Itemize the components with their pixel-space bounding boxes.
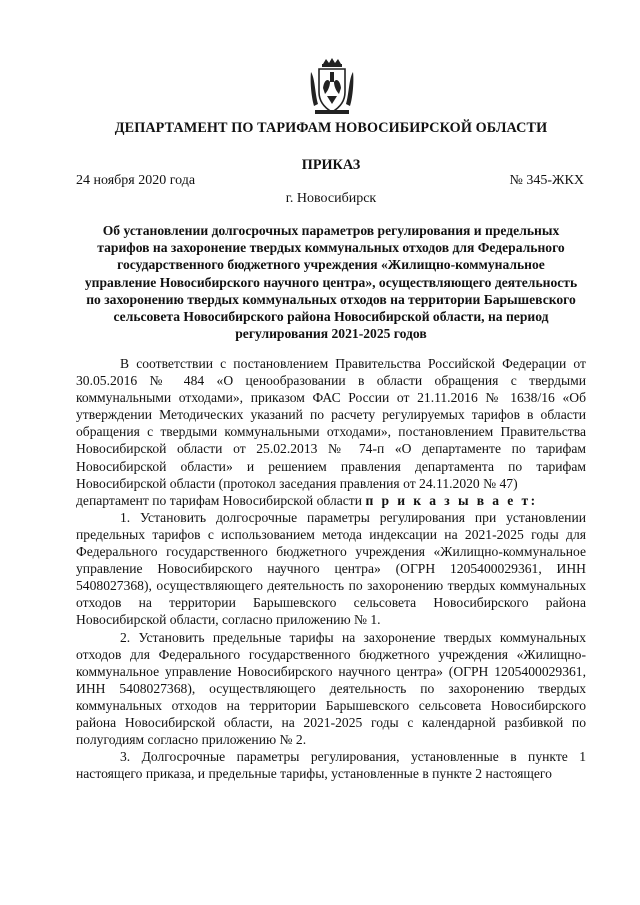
document-type: ПРИКАЗ — [301, 157, 361, 173]
order-body — [76, 355, 586, 782]
department-line: департамент по тарифам Новосибирской области — [76, 492, 363, 508]
preamble-paragraph: В соответствии с постановлением Правительства Российской Федерации от 30.05.2016 № 484 «О ценообразовании в области обращения с твердыми коммунальными отходами», приказом ФАС России от 21.11.2016 № 1638/16 «Об утверждении Методических указаний по расчету регулируемых тарифов в области обращения с твердыми коммунальными отходами», постановлением Правительства Новосибирской области от 25.02.2013 № 74-п «О департаменте по тарифам Новосибирской области» и решением правления департамента по тарифам Новосибирской области (протокол заседания правления от 24.11.2020 № 47) — [76, 356, 586, 491]
order-item-2: 2. Установить предельные тарифы на захоронение твердых коммунальных отходов для Федерального государственного бюджетного учреждения «Жилищно-коммунальное управление Новосибирского научного центра» (ОГРН 1205400029361, ИНН 5408027368), осуществляющего деятельность по захоронению твердых коммунальных отходов на территории Барышевского сельсовета Новосибирского района Новосибирской области, на 2021-2025 годы с календарной разбивкой по полугодиям согласно приложению № 2. — [76, 629, 586, 748]
order-item-3: 3. Долгосрочные параметры регулирования, установленные в пункте 1 настоящего приказа, и предельные тарифы, установленные в пункте 2 настоящего — [76, 749, 586, 782]
department-title: ДЕПАРТАМЕНТ ПО ТАРИФАМ НОВОСИБИРСКОЙ ОБЛАСТИ — [114, 120, 548, 136]
order-heading: Об установлении долгосрочных параметров регулирования и предельных тарифов на захоронение твердых коммунальных отходов для Федерального государственного бюджетного учреждения «Жилищно-коммунальное управление Новосибирского научного центра», осуществляющего деятельность по захоронению твердых коммунальных отходов на территории Барышевского сельсовета Новосибирского района Новосибирской области, на период регулирования 2021-2025 годов — [84, 223, 578, 342]
orders-word: п р и к а з ы в а е т: — [365, 492, 538, 508]
order-number: № 345-ЖКХ — [509, 173, 584, 188]
city: г. Новосибирск — [285, 191, 377, 206]
coat-of-arms-icon — [309, 58, 355, 116]
order-date: 24 ноября 2020 года — [76, 173, 196, 188]
orders-line — [76, 492, 586, 509]
order-item-1: 1. Установить долгосрочные параметры регулирования при установлении предельных тарифов с использованием метода индексации на 2021-2025 годы для Федерального государственного бюджетного учреждения «Жилищно-коммунальное управление Новосибирского научного центра» (ОГРН 1205400029361, ИНН 5408027368), осуществляющего деятельность по захоронению твердых коммунальных отходов на территории Барышевского сельсовета Новосибирского района Новосибирской области, согласно приложению № 1. — [76, 509, 586, 628]
